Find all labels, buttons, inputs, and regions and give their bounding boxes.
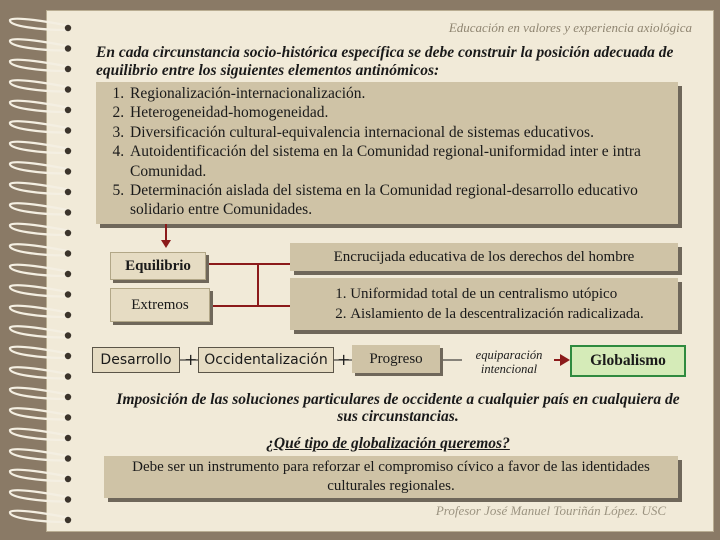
question-text: ¿Qué tipo de globalización queremos? (266, 435, 510, 452)
binding-hole (65, 517, 71, 523)
binding-hole (65, 148, 71, 154)
spiral-ring (10, 183, 70, 194)
spiral-ring (10, 101, 70, 112)
binding-hole (65, 476, 71, 482)
spiral-ring (10, 203, 70, 214)
spiral-ring (10, 388, 70, 399)
spiral-ring (10, 306, 70, 317)
spiral-binding (0, 0, 90, 540)
spiral-ring (10, 326, 70, 337)
spiral-ring (10, 265, 70, 276)
binding-hole (65, 25, 71, 31)
binding-hole (65, 127, 71, 133)
spiral-ring (10, 347, 70, 358)
binding-hole (65, 455, 71, 461)
binding-hole (65, 230, 71, 236)
spiral-ring (10, 449, 70, 460)
spiral-ring (10, 39, 70, 50)
list-item: 2. Heterogeneidad-homogeneidad. (128, 103, 678, 122)
list-item: 2. Aislamiento de la descentralización radicalizada. (350, 304, 644, 324)
spiral-ring (10, 121, 70, 132)
spiral-ring (10, 470, 70, 481)
list-item: 1. Uniformidad total de un centralismo utópico (350, 284, 644, 304)
spiral-ring (10, 285, 70, 296)
binding-hole (65, 271, 71, 277)
binding-hole (65, 373, 71, 379)
list-item: 4. Autoidentificación del sistema en la Comunidad regional-uniformidad inter e intra Comunidad. (128, 142, 678, 181)
binding-hole (65, 332, 71, 338)
antinomies-box (96, 82, 678, 224)
antinomies-list (96, 84, 678, 220)
binding-hole (65, 209, 71, 215)
spiral-ring (10, 429, 70, 440)
binding-hole (65, 414, 71, 420)
extremos-list-box (290, 278, 678, 330)
slide-header: Educación en valores y experiencia axiológica (448, 20, 692, 35)
binding-hole (65, 107, 71, 113)
intro-text: En cada circunstancia socio-histórica específica se debe construir la posición adecuada de equilibrio entre los siguientes elementos antinómicos: (96, 44, 674, 79)
spiral-ring (10, 408, 70, 419)
spiral-ring (10, 19, 70, 30)
progreso-box: Progreso (352, 345, 440, 373)
binding-hole (65, 45, 71, 51)
plus-sign: + (337, 350, 351, 369)
spiral-ring (10, 244, 70, 255)
extremos-box: Extremos (110, 288, 210, 322)
list-item: 3. Diversificación cultural-equivalencia internacional de sistemas educativos. (128, 123, 678, 142)
desarrollo-box: Desarrollo (92, 347, 180, 373)
binding-hole (65, 353, 71, 359)
encrucijada-box: Encrucijada educativa de los derechos del hombre (290, 243, 678, 271)
equiparacion-label: equiparación intencional (475, 348, 543, 376)
equilibrio-box: Equilibrio (110, 252, 206, 280)
plus-sign: + (184, 350, 198, 369)
spiral-ring (10, 511, 70, 522)
binding-hole (65, 250, 71, 256)
binding-hole (65, 66, 71, 72)
binding-hole (65, 86, 71, 92)
binding-hole (65, 496, 71, 502)
spiral-ring (10, 224, 70, 235)
imposicion-text: Imposición de las soluciones particulares de occidente a cualquier país en cualquiera de sus circunstancias. (116, 391, 680, 425)
list-item: 5. Determinación aislada del sistema en la Comunidad regional-desarrollo educativo solidario entre Comunidades. (128, 181, 678, 220)
binding-hole (65, 189, 71, 195)
spiral-ring (10, 80, 70, 91)
binding-hole (65, 312, 71, 318)
spiral-ring (10, 60, 70, 71)
answer-box: Debe ser un instrumento para reforzar el compromiso cívico a favor de las identidades culturales regionales. (104, 456, 678, 498)
slide-footer: Profesor José Manuel Touriñán López. USC (435, 503, 666, 518)
binding-hole (65, 291, 71, 297)
binding-hole (65, 168, 71, 174)
binding-hole (65, 394, 71, 400)
list-item: 1. Regionalización-internacionalización. (128, 84, 678, 103)
spiral-ring (10, 142, 70, 153)
spiral-ring (10, 162, 70, 173)
extremos-list (324, 284, 644, 324)
binding-hole (65, 435, 71, 441)
occidentalizacion-box: Occidentalización (198, 347, 334, 373)
spiral-ring (10, 367, 70, 378)
globalismo-box: Globalismo (570, 345, 686, 377)
spiral-ring (10, 490, 70, 501)
